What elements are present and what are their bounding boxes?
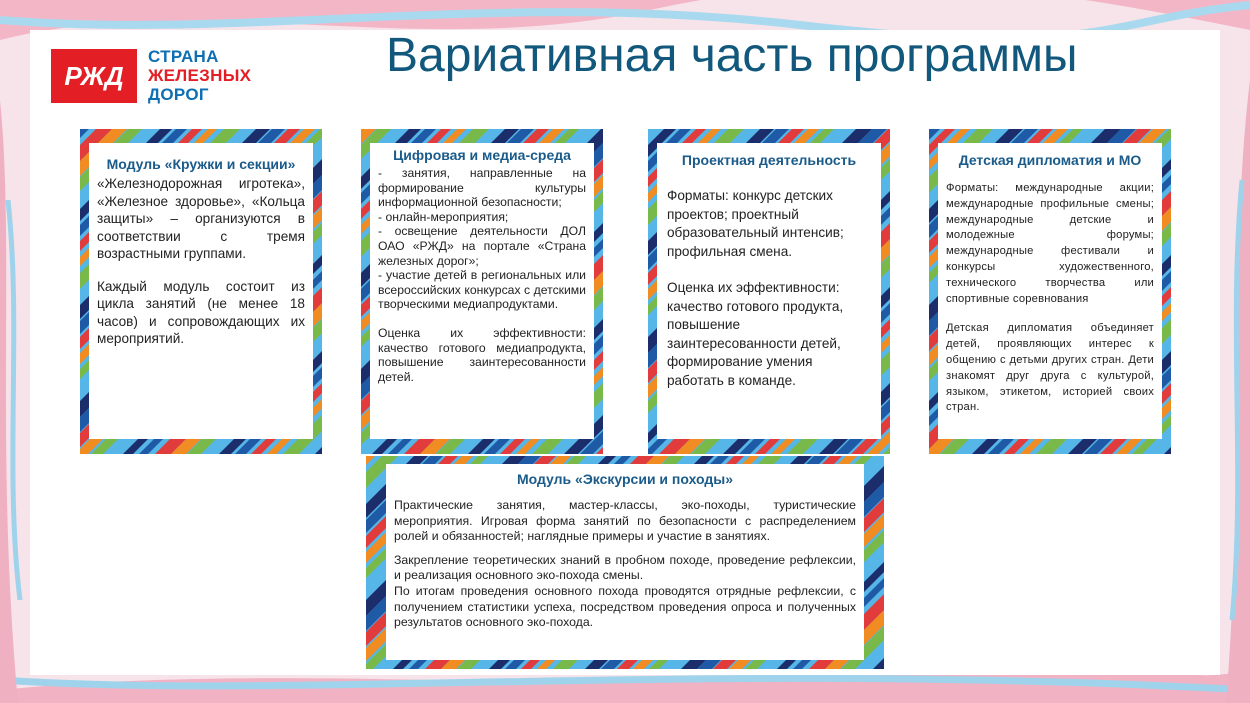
rzd-logo (51, 49, 137, 103)
card-paragraph: «Железнодорожная игротека», «Железное здоровье», «Кольца защиты» – организуются в соответствии с тремя возрастными группами. (97, 176, 305, 261)
card-paragraph: По итогам проведения основного похода проводятся отрядные рефлексии, с получением статистики успеха, посредством проведения опроса и полученных результатов основного эко-похода. (394, 583, 856, 630)
svg-text:РЖД: РЖД (64, 61, 124, 91)
card-heading: Модуль «Экскурсии и походы» (516, 471, 734, 487)
card-excursions (366, 456, 884, 669)
card-paragraph: Оценка их эффективности: качество готового медиапродукта, повышение заинтересованности детей. (378, 325, 586, 384)
card-heading: Проектная деятельность (681, 152, 857, 168)
card-paragraph: Каждый модуль состоит из цикла занятий (не менее 18 часов) и сопровождающих их мероприятий. (97, 278, 305, 346)
card-paragraph: - освещение деятельности ДОЛ ОАО «РЖД» на портале «Страна железных дорог»; (378, 224, 586, 268)
card-diplomacy (929, 129, 1171, 454)
card-heading: Модуль «Кружки и секции» (106, 156, 296, 172)
brand-line-3: ДОРОГ (148, 85, 209, 104)
card-paragraph: Детская дипломатия объединяет детей, проявляющих интерес к общению с детьми других стран. Дети знакомят друг друга с культурой, языком, этикетом, историей своих стран. (946, 322, 1154, 414)
card-paragraph: Форматы: конкурс детских проектов; проектный образовательный интенсив; профильная смена. (667, 188, 844, 259)
card-heading: Детская дипломатия и МО (958, 152, 1142, 168)
card-paragraph: - занятия, направленные на формирование культуры информационной безопасности; (378, 166, 586, 210)
card-paragraph: Закрепление теоретических знаний в пробном походе, проведение рефлексии, и реализация основного эко-похода смены. (394, 552, 856, 583)
card-paragraph: - онлайн-мероприятия; (378, 209, 509, 224)
page-title: Вариативная часть программы (386, 29, 1078, 82)
card-paragraph: Практические занятия, мастер-классы, эко-походы, туристические мероприятия. Игровая форма занятий по безопасности с распределением ролей и обязанностей; наглядные примеры и участие в занятиях. (394, 498, 856, 544)
card-kruzhki (80, 129, 322, 454)
brand-line-1: СТРАНА (148, 47, 219, 66)
card-project (648, 129, 890, 454)
card-paragraph: - участие детей в региональных или всероссийских конкурсах с детскими творческими медиапродуктами. (378, 268, 586, 312)
brand-line-2: ЖЕЛЕЗНЫХ (148, 66, 252, 85)
card-heading: Цифровая и медиа-среда (393, 147, 571, 163)
rzd-logo-mark (51, 49, 137, 103)
card-paragraph: Оценка их эффективности: качество готового продукта, повышение заинтересованности детей, формирование умения работать в команде. (667, 280, 844, 388)
brand-text (148, 47, 251, 104)
card-media (361, 129, 603, 454)
card-paragraph: Форматы: международные акции; международные профильные смены; международные детские и молодежные форумы; международные фестивали и конкурсы художественного, технического творчества или спортивные соревнования (946, 182, 1154, 305)
